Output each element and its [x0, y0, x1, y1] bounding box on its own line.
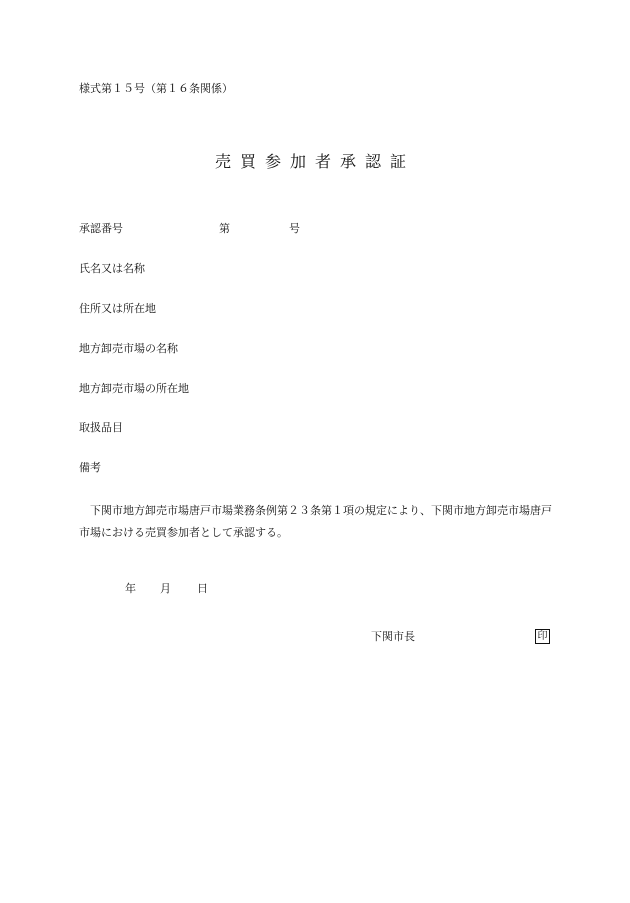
issuer-title: 下関市長	[371, 630, 415, 643]
form-number: 様式第１５号（第１６条関係）	[79, 82, 233, 95]
seal-mark: 印	[535, 629, 550, 644]
date-day: 日	[197, 582, 208, 595]
date-year: 年	[125, 582, 136, 595]
market-location-label: 地方卸売市場の所在地	[79, 382, 189, 395]
name-label: 氏名又は名称	[79, 262, 145, 275]
date-month: 月	[160, 582, 171, 595]
address-label: 住所又は所在地	[79, 302, 156, 315]
approval-number-prefix: 第	[219, 222, 230, 235]
items-label: 取扱品目	[79, 421, 123, 434]
market-name-label: 地方卸売市場の名称	[79, 342, 178, 355]
approval-number-suffix: 号	[289, 222, 300, 235]
remarks-label: 備考	[79, 461, 101, 474]
approval-number-label: 承認番号	[79, 222, 123, 235]
approval-statement: 下関市地方卸売市場唐戸市場業務条例第２３条第１項の規定により、下関市地方卸売市場唐戸市場における売買参加者として承認する。	[79, 504, 552, 539]
document-title: 売買参加者承認証	[214, 152, 415, 171]
